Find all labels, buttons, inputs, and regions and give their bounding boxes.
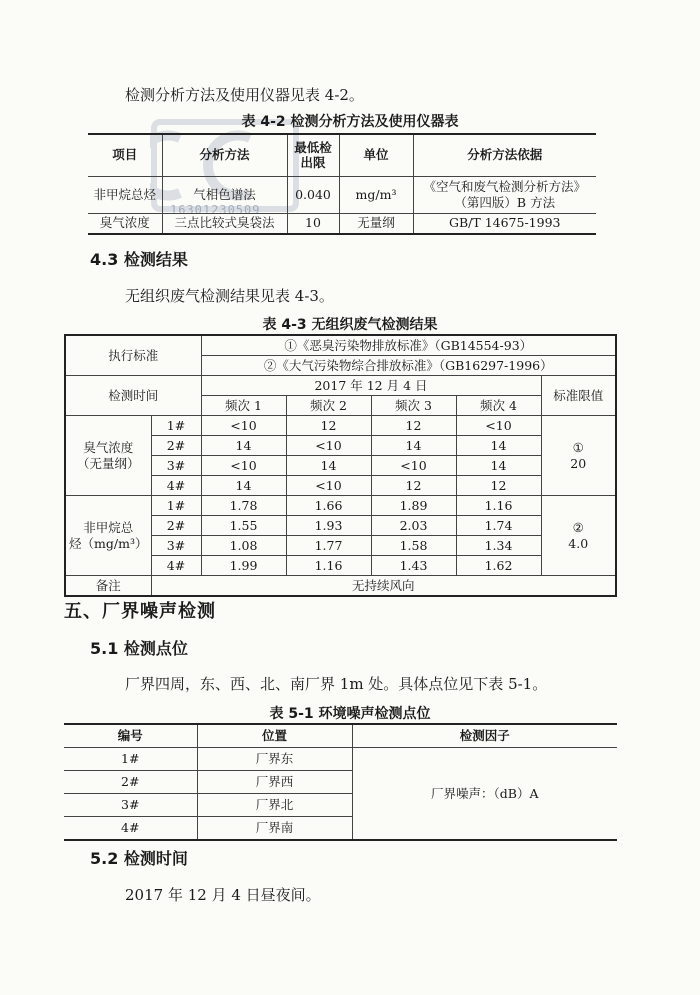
value-cell: 14 [201, 436, 286, 456]
value-cell: 1.16 [456, 496, 541, 516]
header-cell: 分析方法 [162, 134, 287, 176]
nmhc-label-line-1: 非甲烷总 [83, 519, 134, 535]
value-cell: 1.77 [286, 536, 371, 556]
value-cell: 1.78 [201, 496, 286, 516]
value-cell: 14 [371, 436, 456, 456]
odor-limit-value: 20 [570, 455, 587, 471]
nmhc-limit [541, 496, 616, 576]
table-cell: 无量纲 [339, 213, 413, 234]
value-cell: 1.93 [286, 516, 371, 536]
table-4-3-caption: 表 4-3 无组织废气检测结果 [262, 317, 438, 333]
table-5-1-caption: 表 5-1 环境噪声检测点位 [269, 706, 431, 722]
value-cell: 14 [456, 456, 541, 476]
standard-1: ①《恶臭污染物排放标准》（GB14554-93） [201, 335, 616, 356]
nmhc-label-line-2: 烃（mg/m³） [69, 535, 148, 551]
value-cell: 12 [371, 476, 456, 496]
header-cell: 项目 [88, 134, 162, 176]
section-4-3-heading: 4.3 检测结果 [90, 250, 188, 269]
value-cell: 1.74 [456, 516, 541, 536]
table-cell: 10 [287, 213, 339, 234]
value-cell: <10 [286, 476, 371, 496]
location-cell: 厂界北 [197, 794, 352, 817]
location-cell: 厂界南 [197, 817, 352, 841]
value-cell: <10 [371, 456, 456, 476]
intro-line: 检测分析方法及使用仪器见表 4-2。 [125, 86, 364, 104]
point-cell: 3# [151, 456, 201, 476]
value-cell: 1.58 [371, 536, 456, 556]
value-cell: <10 [286, 436, 371, 456]
section-5-2-heading: 5.2 检测时间 [90, 849, 188, 868]
point-cell: 4# [151, 476, 201, 496]
value-cell: 14 [201, 476, 286, 496]
value-cell: 1.89 [371, 496, 456, 516]
value-cell: 2.03 [371, 516, 456, 536]
id-cell: 3# [64, 794, 197, 817]
section-5-heading: 五、厂界噪声检测 [64, 601, 216, 622]
table-row [64, 748, 617, 771]
location-cell: 厂界东 [197, 748, 352, 771]
factor-cell: 厂界噪声：（dB）A [352, 748, 617, 841]
point-cell: 1# [151, 416, 201, 436]
section-5-1-text: 厂界四周，东、西、北、南厂界 1m 处。具体点位见下表 5-1。 [125, 675, 548, 693]
stamp-number: 16301230509 [170, 203, 261, 217]
remark-value: 无持续风向 [151, 576, 616, 597]
point-cell: 4# [151, 556, 201, 576]
odor-label [65, 416, 151, 496]
table-cell: 三点比较式臭袋法 [162, 213, 287, 234]
id-cell: 4# [64, 817, 197, 841]
section-5-2-text: 2017 年 12 月 4 日昼夜间。 [125, 886, 321, 904]
value-cell: <10 [201, 456, 286, 476]
value-cell: 1.34 [456, 536, 541, 556]
freq-header: 频次 1 [201, 396, 286, 416]
table-row [65, 496, 616, 516]
odor-limit-mark: ① [572, 439, 584, 455]
date-cell: 2017 年 12 月 4 日 [201, 376, 541, 396]
value-cell: 12 [286, 416, 371, 436]
value-cell: 1.16 [286, 556, 371, 576]
point-cell: 3# [151, 536, 201, 556]
table-cell: 臭气浓度 [88, 213, 162, 234]
limit-label: 标准限值 [541, 376, 616, 416]
value-cell: <10 [456, 416, 541, 436]
value-cell: 12 [456, 476, 541, 496]
table-row [88, 176, 596, 213]
table-4-3 [64, 334, 617, 597]
value-cell: 1.08 [201, 536, 286, 556]
table-cell: 气相色谱法 [162, 176, 287, 213]
point-cell: 2# [151, 436, 201, 456]
odor-limit [541, 416, 616, 496]
table-4-2-caption: 表 4-2 检测分析方法及使用仪器表 [241, 114, 459, 130]
header-cell: 单位 [339, 134, 413, 176]
value-cell: 14 [286, 456, 371, 476]
table-5-1 [64, 723, 617, 841]
table-cell: mg/m³ [339, 176, 413, 213]
time-label: 检测时间 [65, 376, 201, 416]
nmhc-limit-value: 4.0 [568, 535, 589, 551]
table-row [65, 416, 616, 436]
header-cell: 分析方法依据 [413, 134, 596, 176]
nmhc-limit-mark: ② [572, 519, 584, 535]
nmhc-label [65, 496, 151, 576]
value-cell: 14 [456, 436, 541, 456]
section-4-3-text: 无组织废气检测结果见表 4-3。 [125, 287, 334, 305]
id-cell: 1# [64, 748, 197, 771]
header-cell: 位置 [197, 724, 352, 748]
freq-header: 频次 3 [371, 396, 456, 416]
remark-label: 备注 [65, 576, 151, 597]
location-cell: 厂界西 [197, 771, 352, 794]
table-row [65, 576, 616, 597]
table-cell: GB/T 14675-1993 [413, 213, 596, 234]
standard-2: ②《大气污染物综合排放标准》（GB16297-1996） [201, 356, 616, 376]
value-cell: 1.43 [371, 556, 456, 576]
value-cell: 1.55 [201, 516, 286, 536]
odor-label-line-1: 臭气浓度 [83, 439, 134, 455]
table-cell: 非甲烷总烃 [88, 176, 162, 213]
value-cell: 1.99 [201, 556, 286, 576]
point-cell: 1# [151, 496, 201, 516]
odor-label-line-2: （无量纲） [76, 455, 140, 471]
table-cell: 《空气和废气检测分析方法》（第四版）B 方法 [413, 176, 596, 213]
value-cell: 12 [371, 416, 456, 436]
header-cell: 最低检出限 [287, 134, 339, 176]
header-cell: 编号 [64, 724, 197, 748]
standard-label: 执行标准 [65, 335, 201, 376]
value-cell: <10 [201, 416, 286, 436]
header-cell: 检测因子 [352, 724, 617, 748]
value-cell: 1.62 [456, 556, 541, 576]
table-row [88, 213, 596, 234]
freq-header: 频次 2 [286, 396, 371, 416]
freq-header: 频次 4 [456, 396, 541, 416]
value-cell: 1.66 [286, 496, 371, 516]
id-cell: 2# [64, 771, 197, 794]
point-cell: 2# [151, 516, 201, 536]
section-5-1-heading: 5.1 检测点位 [90, 639, 188, 658]
table-4-2 [88, 133, 596, 235]
table-cell: 0.040 [287, 176, 339, 213]
